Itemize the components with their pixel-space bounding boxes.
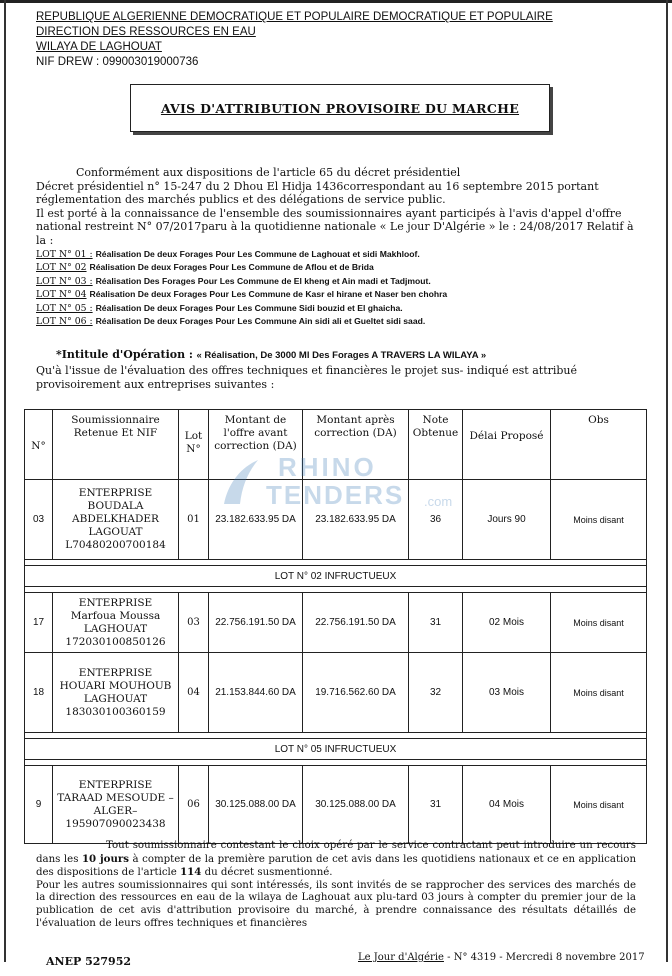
cell-lot: 01: [179, 480, 209, 560]
cell-amount-after: 22.756.191.50 DA: [303, 593, 409, 653]
cell-note: 31: [409, 593, 463, 653]
lot-item: LOT N° 05 : Réalisation De deux Forages Pour Les Commune Sidi bouzid et El ghaicha.: [36, 302, 403, 314]
table-header-row: [25, 410, 647, 480]
cell-no: 03: [25, 480, 53, 560]
intro-paragraph: [36, 166, 636, 247]
cell-obs: Moins disant: [551, 653, 647, 733]
cell-company: ENTERPRISE BOUDALA ABDELKHADER LAGOUAT L70480200700184: [53, 480, 179, 560]
attribution-intro: Qu'à l'issue de l'évaluation des offres techniques et financières le projet sus- indiqué est attribué provisoirement aux entreprises suivantes :: [36, 364, 578, 391]
col-header-note: Note Obtenue: [409, 410, 463, 480]
table-row: [25, 653, 647, 733]
cell-no: 17: [25, 593, 53, 653]
col-header-soumissionnaire: Soumissionnaire Retenue Et NIF: [53, 410, 179, 480]
anep-reference: ANEP 527952: [46, 955, 131, 968]
page-border-left: [4, 0, 6, 962]
intro-line-2: Décret présidentiel n° 15-247 du 2 Dhou El Hidja 1436correspondant au 16 septembre 2015 portant: [36, 179, 599, 193]
header-direction: DIRECTION DES RESSOURCES EN EAU: [36, 26, 256, 38]
intro-line-3: réglementation des marchés publics et des délégations de service public.: [36, 193, 446, 206]
intro-line-1: Conformément aux dispositions de l'article 65 du décret présidentiel: [76, 166, 461, 179]
cell-lot: 04: [179, 653, 209, 733]
results-table: [24, 409, 647, 844]
header-republic: REPUBLIQUE ALGERIENNE DEMOCRATIQUE ET POPULAIRE DEMOCRATIQUE ET POPULAIRE: [36, 11, 553, 23]
recourse-paragraph: Tout soumissionnaire contestant le choix opéré par le service contractant peut introduire un recours dans les 10 jours à compter de la première parution de cet avis dans les quotidiens nationaux et ce en application des dispositions de l'article 114 du décret susmentionné.: [36, 840, 636, 879]
lots-list: [36, 248, 636, 328]
col-header-delai: Délai Proposé: [463, 410, 551, 480]
cell-company: ENTERPRISE TARAAD MESOUDE –ALGER– 195907090023438: [53, 766, 179, 844]
lot-item: LOT N° 04 Réalisation De deux Forages Pour Les Commune de Kasr el hirane et Naser ben chohra: [36, 289, 448, 301]
table-row: [25, 480, 647, 560]
cell-note: 32: [409, 653, 463, 733]
cell-note: 31: [409, 766, 463, 844]
header-wilaya: WILAYA DE LAGHOUAT: [36, 41, 162, 53]
col-header-montant-apres: Montant après correction (DA): [303, 410, 409, 480]
cell-no: 9: [25, 766, 53, 844]
cell-note: 36: [409, 480, 463, 560]
cell-obs: Moins disant: [551, 480, 647, 560]
col-header-lot: Lot N°: [179, 410, 209, 480]
header-nif: NIF DREW : 099003019000736: [36, 56, 199, 68]
other-bidders-paragraph: Pour les autres soumissionnaires qui sont intéressés, ils sont invités de se rapprocher des services des marchés de la direction des ressources en eau de la wilaya de Laghouat aux plu-tard 03 jours à compter du premier jour de la publication de cet avis d'attribution provisoire du marché, à prendre connaissance des résultats détaillés de l'évaluation de leurs offres techniques et financières: [36, 879, 636, 929]
col-header-montant-avant: Montant de l'offre avant correction (DA): [209, 410, 303, 480]
lot-item: LOT N° 03 : Réalisation Des Forages Pour Les Commune de El kheng et Ain madi et Tadjmout.: [36, 275, 431, 287]
notice-title-box: [130, 84, 550, 132]
infructueux-row-lot-02: [25, 566, 647, 587]
cell-delay: 03 Mois: [463, 653, 551, 733]
operation-title-value: « Réalisation, De 3000 Ml Des Forages A TRAVERS LA WILAYA »: [196, 350, 487, 361]
publication-issue: - N° 4319 - Mercredi 8 novembre 2017: [443, 952, 645, 963]
operation-title-key: *Intitule d'Opération :: [56, 348, 193, 361]
page-border-right: [666, 0, 668, 962]
cell-amount-before: 22.756.191.50 DA: [209, 593, 303, 653]
cell-obs: Moins disant: [551, 766, 647, 844]
cell-company: ENTERPRISE Marfoua Moussa LAGHOUAT 172030100850126: [53, 593, 179, 653]
lot-item: LOT N° 06 : Réalisation De deux Forages Pour Les Commune Ain sidi ali et Gueltet sidi saad.: [36, 316, 426, 328]
cell-amount-after: 30.125.088.00 DA: [303, 766, 409, 844]
lot-item: LOT N° 01 : Réalisation De deux Forages Pour Les Commune de Laghouat et sidi Makhloof.: [36, 249, 420, 260]
cell-delay: 02 Mois: [463, 593, 551, 653]
publication-line: [358, 952, 645, 963]
col-header-no: N°: [25, 410, 53, 480]
cell-amount-after: 23.182.633.95 DA: [303, 480, 409, 560]
operation-title: [56, 348, 636, 361]
cell-lot: 03: [179, 593, 209, 653]
cell-amount-before: 21.153.844.60 DA: [209, 653, 303, 733]
cell-obs: Moins disant: [551, 593, 647, 653]
cell-lot: 06: [179, 766, 209, 844]
table-row: [25, 766, 647, 844]
cell-delay: 04 Mois: [463, 766, 551, 844]
infructueux-label: LOT N° 02 INFRUCTUEUX: [25, 566, 647, 587]
page-border-top: [0, 0, 672, 3]
cell-amount-before: 30.125.088.00 DA: [209, 766, 303, 844]
table-row: [25, 593, 647, 653]
infructueux-row-lot-05: [25, 739, 647, 760]
col-header-obs: Obs: [551, 410, 647, 480]
issuer-header: [36, 10, 553, 70]
lot-item: LOT N° 02 Réalisation De deux Forages Pour Les Commune de Aflou et de Brida: [36, 262, 374, 274]
closing-paragraphs: [36, 840, 636, 930]
journal-name: Le Jour d'Algérie: [358, 952, 444, 963]
infructueux-label: LOT N° 05 INFRUCTUEUX: [25, 739, 647, 760]
cell-company: ENTERPRISE HOUARI MOUHOUB LAGHOUAT 183030100360159: [53, 653, 179, 733]
cell-delay: Jours 90: [463, 480, 551, 560]
cell-amount-after: 19.716.562.60 DA: [303, 653, 409, 733]
intro-line-4: Il est porté à la connaissance de l'ensemble des soumissionnaires ayant participés à l'avis d'appel d'offre: [36, 206, 622, 220]
rhinotenders-watermark: RHINO TENDERS .com: [218, 452, 468, 522]
cell-amount-before: 23.182.633.95 DA: [209, 480, 303, 560]
notice-title: AVIS D'ATTRIBUTION PROVISOIRE DU MARCHE: [160, 100, 520, 116]
intro-line-5: national restreint N° 07/2017paru à la quotidienne nationale « Le jour D'Algérie » le : 24/08/2017 Relatif à la :: [36, 220, 634, 247]
cell-no: 18: [25, 653, 53, 733]
